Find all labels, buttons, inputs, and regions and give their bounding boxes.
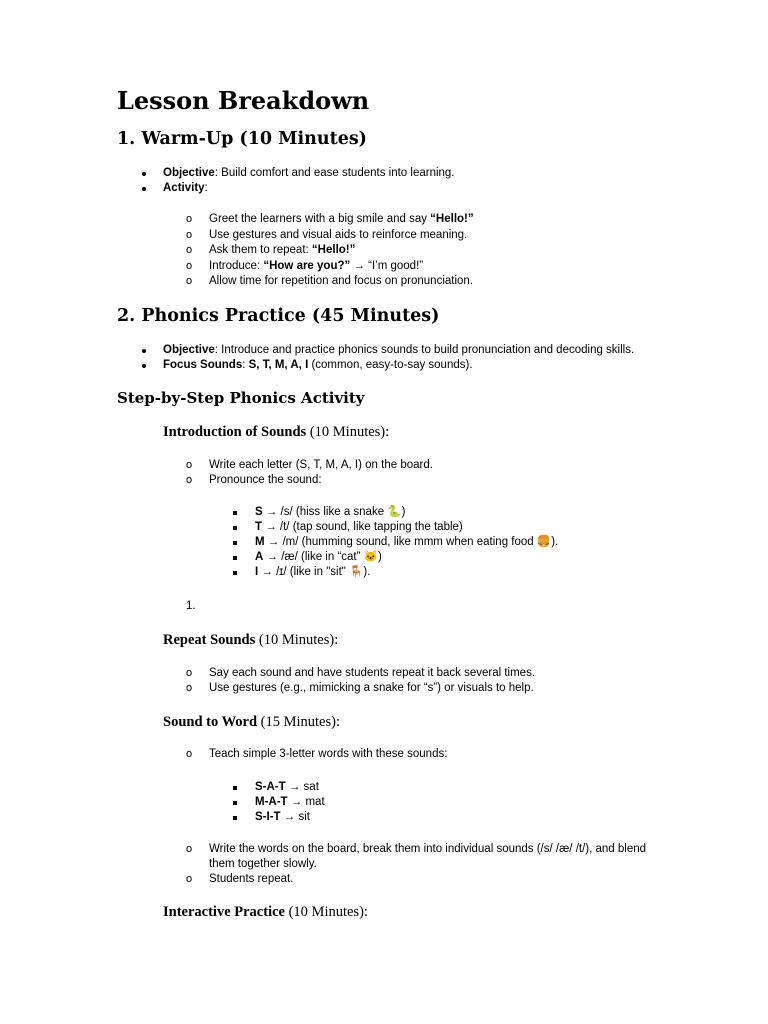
sound-letter: M xyxy=(255,536,265,548)
word-letters: S-A-T xyxy=(255,781,286,793)
circle-bullet-icon: o xyxy=(186,244,193,256)
phonics-objective xyxy=(163,343,634,358)
subheading-bold: Sound to Word xyxy=(163,714,258,730)
activity-label: Activity xyxy=(163,182,205,194)
sound-to-word-heading xyxy=(163,714,340,731)
word-letters: S-I-T xyxy=(255,811,281,823)
sound-letter: T xyxy=(255,521,263,533)
circle-bullet-icon: o xyxy=(186,667,193,679)
sound-text: → /ɪ/ (like in "sit" 🪑). xyxy=(258,566,371,578)
word-item-2: Write the words on the board, break them into individual sounds (/s/ /æ/ /t/), and blend them together slowly. xyxy=(209,843,647,871)
warmup-item-2 xyxy=(209,228,467,243)
repeat-item-1: Say each sound and have students repeat it back several times. xyxy=(209,667,536,679)
focus-label: Focus Sounds xyxy=(163,359,243,371)
word-text: → sat xyxy=(285,781,319,793)
warmup-activity xyxy=(163,181,208,196)
phonics-heading: 2. Phonics Practice (45 Minutes) xyxy=(117,306,440,326)
subheading-duration: (10 Minutes): xyxy=(306,424,390,440)
activity-colon: : xyxy=(204,182,208,194)
item-text: Introduce: xyxy=(209,260,264,272)
step-by-step-heading: Step-by-Step Phonics Activity xyxy=(117,389,365,407)
bullet-icon xyxy=(142,187,146,191)
sound-letter: A xyxy=(255,551,264,563)
item-text: Allow time for repetition and focus on pronunciation. xyxy=(209,275,474,287)
subheading-bold: Introduction of Sounds xyxy=(163,424,307,440)
item-bold: “Hello!” xyxy=(430,213,474,225)
square-bullet-icon xyxy=(233,816,237,820)
warmup-item-3 xyxy=(209,243,355,258)
word-sit xyxy=(255,810,310,825)
sound-text: → /t/ (tap sound, like tapping the table) xyxy=(262,521,463,533)
bullet-icon xyxy=(142,364,146,368)
phonics-focus-sounds xyxy=(163,358,473,373)
word-item-3: Students repeat. xyxy=(209,873,294,885)
item-text-after: → “I’m good!” xyxy=(350,260,424,272)
word-mat xyxy=(255,795,325,810)
square-bullet-icon xyxy=(233,801,237,805)
sound-letter: I xyxy=(255,566,259,578)
square-bullet-icon xyxy=(233,541,237,545)
word-letters: M-A-T xyxy=(255,796,288,808)
focus-colon: : xyxy=(242,359,249,371)
warmup-item-5 xyxy=(209,274,473,289)
sound-item-m xyxy=(255,535,558,550)
subheading-duration: (15 Minutes): xyxy=(257,714,340,730)
bullet-icon xyxy=(142,172,146,176)
circle-bullet-icon: o xyxy=(186,459,193,471)
sound-text: → /s/ (hiss like a snake 🐍) xyxy=(262,506,406,518)
sound-item-i xyxy=(255,565,370,580)
item-bold: “How are you?” xyxy=(263,260,351,272)
objective-text: : Build comfort and ease students into learning. xyxy=(214,167,455,179)
warmup-heading: 1. Warm-Up (10 Minutes) xyxy=(117,129,367,149)
sound-item-s xyxy=(255,505,405,520)
circle-bullet-icon: o xyxy=(186,748,193,760)
intro-sounds-heading xyxy=(163,424,389,441)
objective-label: Objective xyxy=(163,344,215,356)
document-title: Lesson Breakdown xyxy=(117,86,370,115)
subheading-bold: Repeat Sounds xyxy=(163,632,256,648)
warmup-item-4 xyxy=(209,259,423,274)
item-bold: “Hello!” xyxy=(311,244,356,256)
subheading-bold: Interactive Practice xyxy=(163,904,285,920)
square-bullet-icon xyxy=(233,786,237,790)
focus-sounds-list: S, T, M, A, I xyxy=(248,359,309,371)
sound-text: → /æ/ (like in “cat” 🐱) xyxy=(263,551,382,563)
word-sat xyxy=(255,780,319,795)
item-text: Use gestures and visual aids to reinforce meaning. xyxy=(209,229,468,241)
subheading-duration: (10 Minutes): xyxy=(255,632,339,648)
circle-bullet-icon: o xyxy=(186,873,193,885)
warmup-item-1 xyxy=(209,212,474,227)
circle-bullet-icon: o xyxy=(186,229,193,241)
square-bullet-icon xyxy=(233,556,237,560)
word-text: → sit xyxy=(280,811,310,823)
intro-item-1: Write each letter (S, T, M, A, I) on the board. xyxy=(209,459,433,471)
item-text: Greet the learners with a big smile and say xyxy=(209,213,431,225)
repeat-item-2: Use gestures (e.g., mimicking a snake for “s”) or visuals to help. xyxy=(209,682,534,694)
numbered-item: 1. xyxy=(186,600,196,612)
bullet-icon xyxy=(142,349,146,353)
circle-bullet-icon: o xyxy=(186,843,193,855)
focus-text: (common, easy-to-say sounds). xyxy=(308,359,473,371)
word-item-1: Teach simple 3-letter words with these sounds: xyxy=(209,748,448,760)
sound-text: → /m/ (humming sound, like mmm when eating food 🍔). xyxy=(264,536,559,548)
circle-bullet-icon: o xyxy=(186,213,193,225)
intro-item-2: Pronounce the sound: xyxy=(209,474,322,486)
interactive-practice-heading xyxy=(163,904,368,921)
repeat-sounds-heading xyxy=(163,632,338,649)
word-text: → mat xyxy=(287,796,325,808)
objective-label: Objective xyxy=(163,167,215,179)
circle-bullet-icon: o xyxy=(186,682,193,694)
square-bullet-icon xyxy=(233,526,237,530)
square-bullet-icon xyxy=(233,571,237,575)
sound-letter: S xyxy=(255,506,263,518)
circle-bullet-icon: o xyxy=(186,260,193,272)
item-text: Ask them to repeat: xyxy=(209,244,312,256)
objective-text: : Introduce and practice phonics sounds to build pronunciation and decoding skills. xyxy=(214,344,635,356)
sound-item-t xyxy=(255,520,463,535)
circle-bullet-icon: o xyxy=(186,275,193,287)
sound-item-a xyxy=(255,550,382,565)
square-bullet-icon xyxy=(233,511,237,515)
circle-bullet-icon: o xyxy=(186,474,193,486)
warmup-objective xyxy=(163,166,455,181)
subheading-duration: (10 Minutes): xyxy=(284,904,368,920)
